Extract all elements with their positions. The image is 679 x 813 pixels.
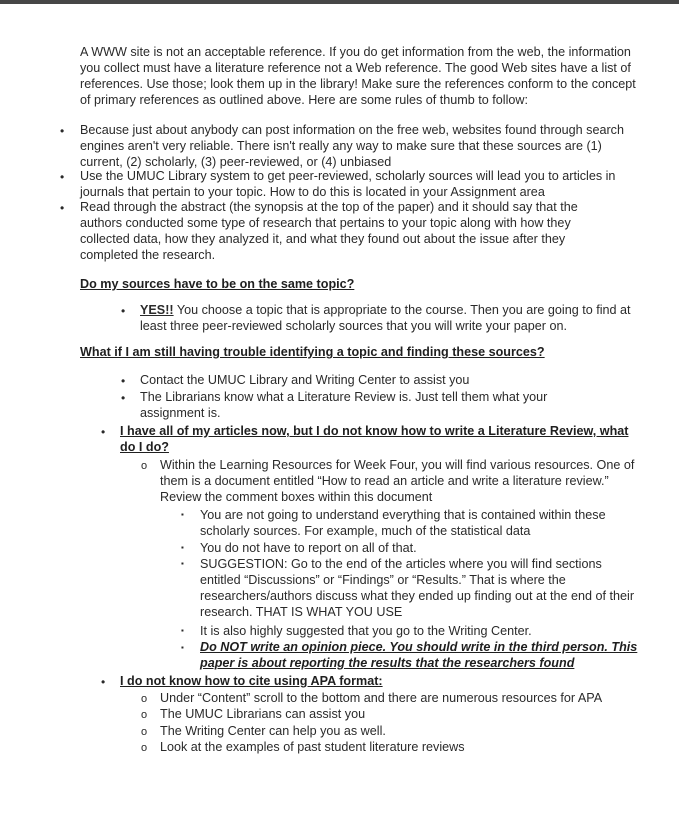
lit-review-point: You are not going to understand everything that is contained within these scholarly sources. For example, much of the statistical data xyxy=(200,508,606,539)
apa-item: The UMUC Librarians can assist you xyxy=(160,707,366,721)
circle-bullet-icon: o xyxy=(141,693,148,705)
section-heading-same-topic: Do my sources have to be on the same topic? xyxy=(80,277,355,291)
rule-item: Read through the abstract (the synopsis at the top of the paper) and it should say that the authors conducted some type of research that pertains to your topic along with how they collected data, how they analyzed it, and what they found out about the issue after they completed the research. xyxy=(80,200,578,263)
bullet-icon: • xyxy=(121,304,126,318)
bullet-icon: • xyxy=(101,675,106,689)
trouble-item: The Librarians know what a Literature Review is. Just tell them what your assignment is. xyxy=(140,390,548,421)
circle-bullet-icon: o xyxy=(141,709,148,721)
intro-paragraph: A WWW site is not an acceptable reference. If you do get information from the web, the information you collect must have a literature reference not a Web reference. The good Web sites have a list of references. Use those; look them up in the library! Make sure the references conform to the concept of primary references as outlined above. Here are some rules of thumb to follow: xyxy=(80,45,636,108)
square-bullet-icon: ▪ xyxy=(181,559,184,568)
trouble-item: Contact the UMUC Library and Writing Center to assist you xyxy=(140,373,470,387)
bullet-icon: • xyxy=(60,170,65,184)
lit-review-point: It is also highly suggested that you go to the Writing Center. xyxy=(200,624,532,638)
square-bullet-icon: ▪ xyxy=(181,626,184,635)
bullet-icon: • xyxy=(60,124,65,138)
same-topic-answer-text: You choose a topic that is appropriate to the course. Then you are going to find at least three peer-reviewed scholarly sources that you will write your paper on. xyxy=(140,303,631,334)
opinion-warning: Do NOT write an opinion piece. You should write in the third person. This paper is about reporting the results that the researchers found xyxy=(200,640,638,671)
rule-item: Use the UMUC Library system to get peer-reviewed, scholarly sources will lead you to articles in journals that pertain to your topic. How to do this is located in your Assignment area xyxy=(80,169,616,200)
lit-review-sub: Within the Learning Resources for Week Four, you will find various resources. One of them is a document entitled “How to read an article and write a literature review.” Review the comment boxes within this document xyxy=(160,458,635,505)
section-heading-trouble: What if I am still having trouble identifying a topic and finding these sources? xyxy=(80,345,545,359)
square-bullet-icon: ▪ xyxy=(181,510,184,519)
rule-item: Because just about anybody can post information on the free web, websites found through search engines aren't very reliable. There isn't really any way to make sure that these sources are (1) current, (2) scholarly, (3) peer-reviewed, or (4) unbiased xyxy=(80,123,624,170)
lit-review-point: You do not have to report on all of that. xyxy=(200,541,417,555)
yes-emphasis: YES!! xyxy=(140,303,174,317)
bullet-icon: • xyxy=(101,425,106,439)
apa-item: Look at the examples of past student literature reviews xyxy=(160,740,465,754)
same-topic-answer xyxy=(140,302,640,334)
section-heading-lit-review: I have all of my articles now, but I do not know how to write a Literature Review, what do I do? xyxy=(120,424,629,455)
circle-bullet-icon: o xyxy=(141,460,148,472)
lit-review-point: SUGGESTION: Go to the end of the articles where you will find sections entitled “Discussions” or “Findings” or “Results.” That is where the researchers/authors discuss what they ended up finding out at the end of their research. THAT IS WHAT YOU USE xyxy=(200,557,635,620)
square-bullet-icon: ▪ xyxy=(181,643,184,652)
square-bullet-icon: ▪ xyxy=(181,543,184,552)
apa-item: The Writing Center can help you as well. xyxy=(160,724,386,738)
top-border xyxy=(0,0,679,4)
circle-bullet-icon: o xyxy=(141,726,148,738)
section-heading-apa: I do not know how to cite using APA format: xyxy=(120,674,383,688)
circle-bullet-icon: o xyxy=(141,742,148,754)
bullet-icon: • xyxy=(121,391,126,405)
apa-item: Under “Content” scroll to the bottom and there are numerous resources for APA xyxy=(160,691,603,705)
bullet-icon: • xyxy=(121,374,126,388)
bullet-icon: • xyxy=(60,201,65,215)
